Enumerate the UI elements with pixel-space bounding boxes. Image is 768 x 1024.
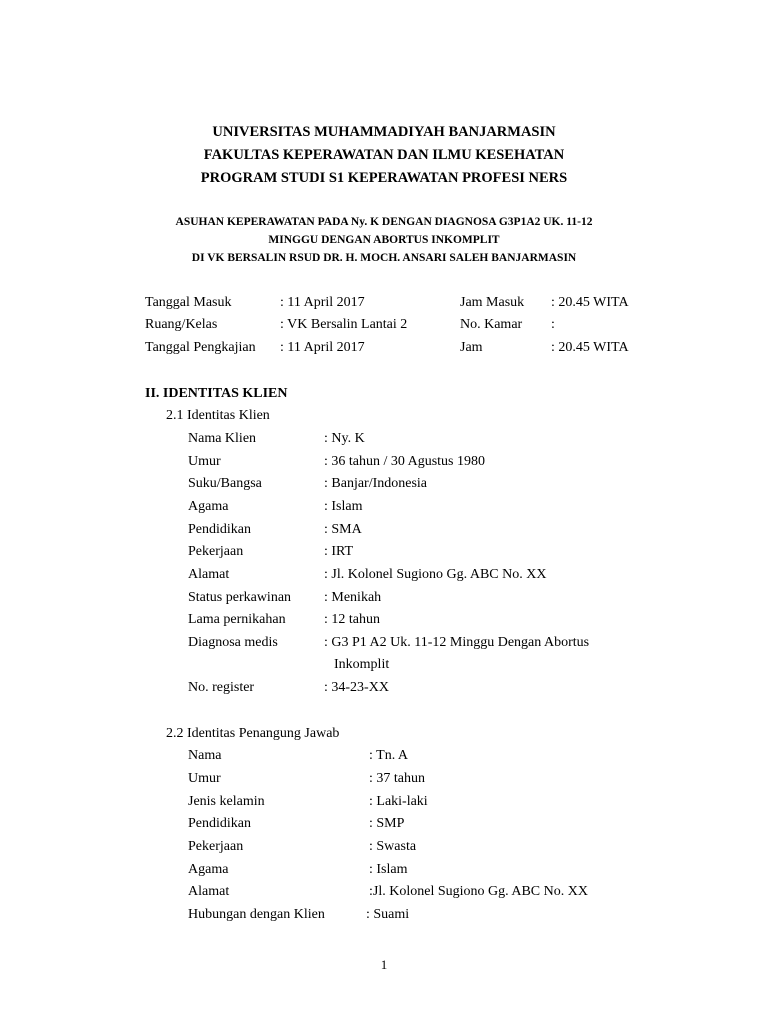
value-diagnosa-medis: : G3 P1 A2 Uk. 11-12 Minggu Dengan Abortus: [324, 635, 590, 650]
label-alamat-pj: Alamat: [188, 884, 230, 899]
value-jam: : 20.45 WITA: [551, 340, 629, 355]
header-faculty: FAKULTAS KEPERAWATAN DAN ILMU KESEHATAN: [203, 147, 565, 163]
label-status-perkawinan: Status perkawinan: [188, 590, 292, 605]
subsection-identitas-klien: 2.1 Identitas Klien: [166, 408, 270, 423]
value-umur-pj: : 37 tahun: [369, 771, 425, 786]
label-no-kamar: No. Kamar: [460, 317, 523, 332]
value-pekerjaan: : IRT: [324, 544, 354, 559]
subtitle-line-3: DI VK BERSALIN RSUD DR. H. MOCH. ANSARI SALEH BANJARMASIN: [191, 252, 577, 264]
label-nama-klien: Nama Klien: [188, 431, 257, 446]
label-lama-pernikahan: Lama pernikahan: [188, 612, 286, 627]
label-umur: Umur: [188, 454, 221, 469]
value-jenis-kelamin-pj: : Laki-laki: [369, 794, 428, 809]
label-no-register: No. register: [188, 680, 255, 695]
label-ruang-kelas: Ruang/Kelas: [145, 317, 218, 332]
label-hubungan-pj: Hubungan dengan Klien: [188, 907, 325, 922]
section-title: II. IDENTITAS KLIEN: [145, 386, 288, 401]
value-jam-masuk: : 20.45 WITA: [551, 295, 629, 310]
subtitle-line-1: ASUHAN KEPERAWATAN PADA Ny. K DENGAN DIAGNOSA G3P1A2 UK. 11-12: [175, 216, 593, 228]
label-tanggal-pengkajian: Tanggal Pengkajian: [145, 340, 256, 355]
value-pekerjaan-pj: : Swasta: [369, 839, 417, 854]
value-no-register: : 34-23-XX: [324, 680, 389, 695]
value-suku-bangsa: : Banjar/Indonesia: [324, 476, 428, 491]
value-nama-klien: : Ny. K: [324, 431, 365, 446]
value-nama-pj: : Tn. A: [369, 748, 409, 763]
value-hubungan-pj: : Suami: [366, 907, 410, 922]
value-tanggal-masuk: : 11 April 2017: [280, 295, 365, 310]
value-alamat-pj: :Jl. Kolonel Sugiono Gg. ABC No. XX: [369, 884, 588, 899]
label-jam: Jam: [460, 340, 483, 355]
header-program: PROGRAM STUDI S1 KEPERAWATAN PROFESI NERS: [200, 170, 568, 186]
label-jam-masuk: Jam Masuk: [460, 295, 525, 310]
value-status-perkawinan: : Menikah: [324, 590, 382, 605]
label-alamat: Alamat: [188, 567, 230, 582]
value-agama-pj: : Islam: [369, 862, 408, 877]
value-pendidikan: : SMA: [324, 522, 362, 537]
value-umur: : 36 tahun / 30 Agustus 1980: [324, 454, 486, 469]
label-pendidikan-pj: Pendidikan: [188, 816, 251, 831]
label-pendidikan: Pendidikan: [188, 522, 251, 537]
label-diagnosa-medis: Diagnosa medis: [188, 635, 278, 650]
value-lama-pernikahan: : 12 tahun: [324, 612, 380, 627]
subsection-penanggung-jawab: 2.2 Identitas Penangung Jawab: [166, 726, 340, 741]
label-jenis-kelamin-pj: Jenis kelamin: [188, 794, 265, 809]
value-agama: : Islam: [324, 499, 363, 514]
header-university: UNIVERSITAS MUHAMMADIYAH BANJARMASIN: [212, 124, 556, 140]
label-pekerjaan: Pekerjaan: [188, 544, 244, 559]
label-nama-pj: Nama: [188, 748, 222, 763]
value-ruang-kelas: : VK Bersalin Lantai 2: [280, 317, 408, 332]
value-no-kamar: :: [551, 317, 555, 332]
label-umur-pj: Umur: [188, 771, 221, 786]
value-alamat: : Jl. Kolonel Sugiono Gg. ABC No. XX: [324, 567, 547, 582]
label-pekerjaan-pj: Pekerjaan: [188, 839, 244, 854]
value-diagnosa-medis-continued: Inkomplit: [334, 657, 390, 672]
label-agama: Agama: [188, 499, 229, 514]
page-number: 1: [380, 957, 388, 972]
subtitle-line-2: MINGGU DENGAN ABORTUS INKOMPLIT: [268, 234, 500, 246]
value-pendidikan-pj: : SMP: [369, 816, 405, 831]
label-agama-pj: Agama: [188, 862, 229, 877]
label-suku-bangsa: Suku/Bangsa: [188, 476, 262, 491]
value-tanggal-pengkajian: : 11 April 2017: [280, 340, 365, 355]
label-tanggal-masuk: Tanggal Masuk: [145, 295, 232, 310]
